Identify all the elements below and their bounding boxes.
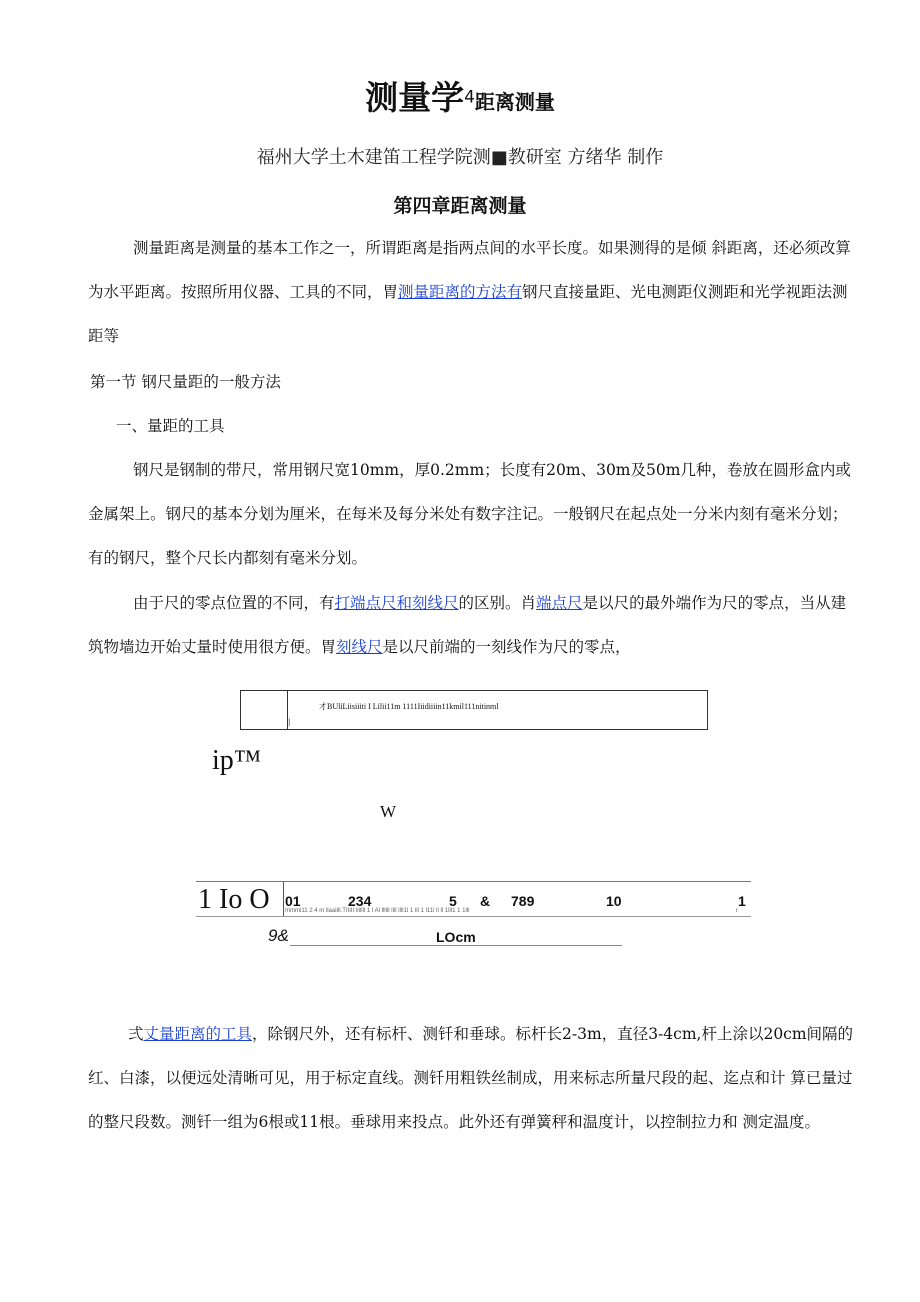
title-main: 测量学 <box>365 78 465 117</box>
ruler1-tick: | <box>288 718 291 726</box>
figure-label-nine: 9& <box>268 926 289 945</box>
ruler2-r-mark: r <box>736 908 738 914</box>
ruler2-label: 10 <box>606 893 622 909</box>
subsection-heading: 一、量距的工具 <box>116 417 225 435</box>
ruler-figure-1 <box>240 690 708 730</box>
link-scale-tape[interactable]: 刻线尺 <box>336 638 383 656</box>
zero-text-3: 是以尺的最外端作为尺的零点，当从建筑物墙边开始丈量时使用很方便。胃 <box>88 594 847 656</box>
tools-text-1: 弍 <box>128 1025 144 1043</box>
intro-link-methods[interactable]: 测量距离的方法有 <box>398 283 523 301</box>
ruler2-label: 5 <box>449 893 457 909</box>
chapter-heading: 第四章距离测量 <box>393 195 527 217</box>
figure-label-ioo: 1 Io O <box>198 884 270 915</box>
ruler2-label: 789 <box>511 893 535 909</box>
locm-underline <box>290 945 622 946</box>
tape-paragraph: 钢尺是钢制的带尺，常用钢尺宽10mm，厚0.2mm；长度有20m、30m及50m几种，卷放在圆形盒内或 金属架上。钢尺的基本分划为厘米，在每米及每分米处有数字注记。一般钢尺在起点处一分米内刻有毫米分划；有的钢尺，整个尺长内都刻有毫米分划。 <box>88 461 851 567</box>
figure-label-w: W <box>380 802 397 821</box>
title-superscript: 4 <box>464 87 475 108</box>
intro-text-2: 钢尺直接量距、光电测距仪测距和光学视距法测距等 <box>88 283 848 345</box>
zero-text-2: 的区别。肖 <box>458 594 537 612</box>
ruler2-top-line <box>196 881 751 882</box>
intro-paragraph <box>88 226 860 358</box>
ruler1-markings: 才BUliLiisiiiti I Lilii11m 1111Iiidiiiin11kmil111nitinml <box>319 702 499 711</box>
document-title <box>0 72 920 119</box>
figure-label-locm: LOcm <box>436 929 476 945</box>
zero-text-1: 由于尺的零点位置的不同，有 <box>133 594 335 612</box>
tools-paragraph <box>88 1012 860 1144</box>
tools-text-2: ，除钢尺外，还有标杆、测钎和垂球。标杆长2-3m，直径3-4cm,杆上涂以20cm间隔的红、白漆，以便远处清晰可见，用于标定直线。测钎用粗铁丝制成，用来标志所量尺段的起、迄点和计 算已量过的整尺段数。测钎一组为6根或11根。垂球用来投点。此外还有弹簧秤和温度计，以控制拉力和 测定温度。 <box>88 1025 854 1131</box>
link-end-and-scale-tape[interactable]: 打端点尺和刻线尺 <box>334 594 459 612</box>
intro-text-1: 测量距离是测量的基本工作之一，所谓距离是指两点间的水平长度。如果测得的是倾 斜距离，还必须改算为水平距离。按照所用仪器、工具的不同，胃 <box>88 239 851 301</box>
section-heading: 第一节 钢尺量距的一般方法 <box>90 373 281 391</box>
link-end-tape[interactable]: 端点尺 <box>536 594 583 612</box>
link-measuring-tools[interactable]: 丈量距离的工具 <box>143 1025 253 1043</box>
ruler2-markings: mmml11 2 4 m llaalill.TIIIII lilllll 1 l Al llllll llll llll1l 1 lll 1 l11l ll ll 1lll1 1 1lll <box>285 908 470 914</box>
zero-point-paragraph <box>88 581 860 669</box>
zero-text-4: 是以尺前端的一刻线作为尺的零点， <box>382 638 631 656</box>
ruler2-label: 234 <box>348 893 372 909</box>
ruler2-label: & <box>480 893 491 909</box>
ruler2-bottom-line <box>196 916 751 917</box>
figure-label-ip: ip™ <box>212 745 262 776</box>
ruler2-divider <box>283 882 284 916</box>
author-line: 福州大学土木建笛工程学院测■教研室 方绪华 制作 <box>256 147 664 168</box>
ruler2-label: 01 <box>285 893 301 909</box>
title-sub: 距离测量 <box>474 90 555 114</box>
ruler2-label: 1 <box>738 893 746 909</box>
